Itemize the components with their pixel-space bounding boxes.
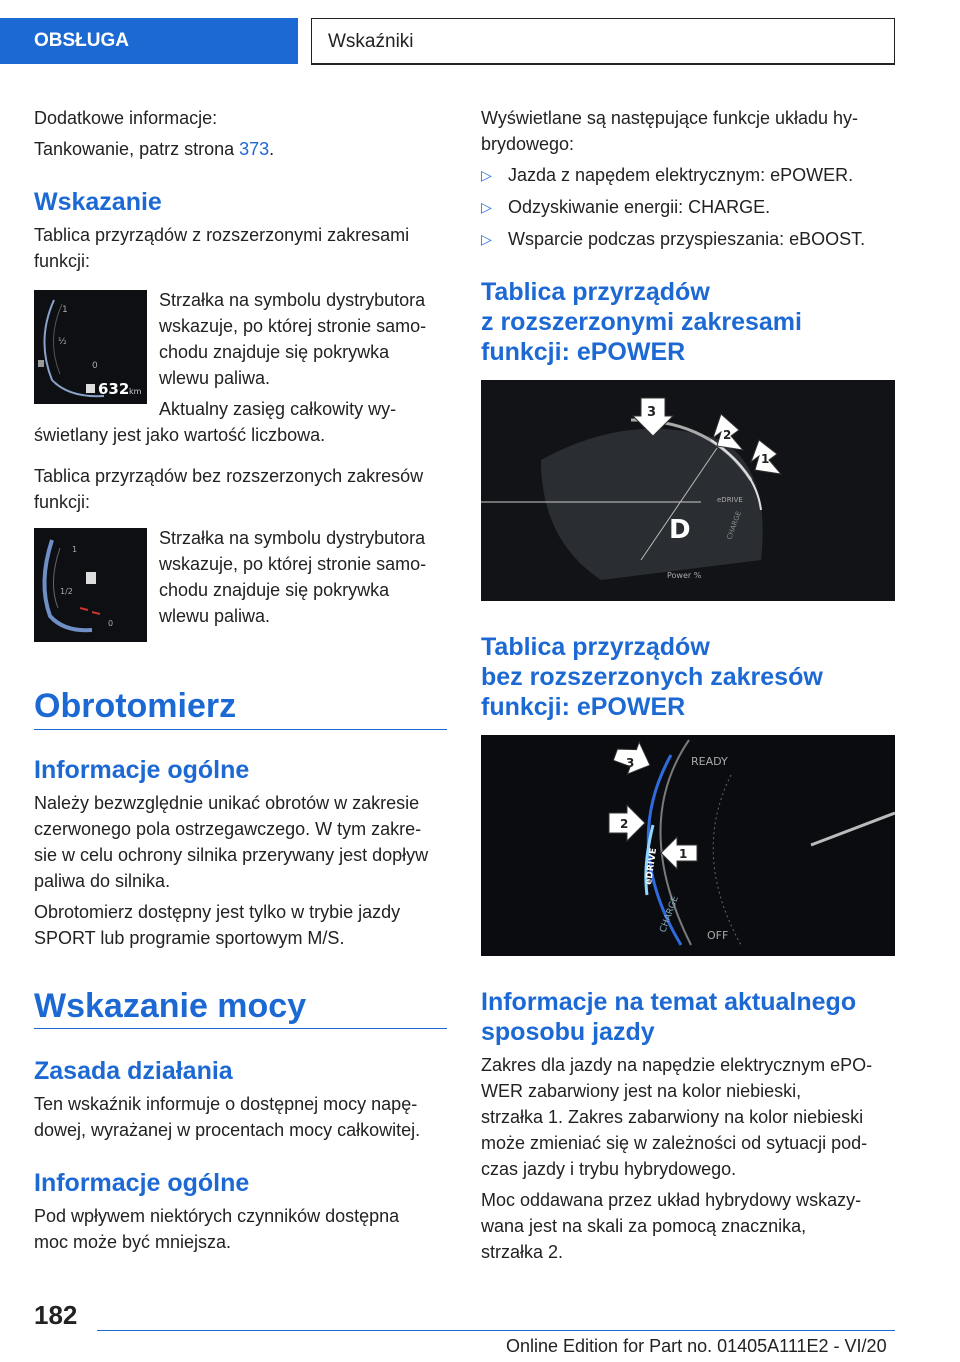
range-value: 632	[98, 380, 130, 398]
bullet-triangle-icon: ▷	[481, 231, 492, 247]
tick-1: 1	[72, 545, 78, 554]
paragraph-rpm-1: Należy bezwzględnie unikać obrotów w zakresie	[34, 793, 420, 813]
side-text-2b: wskazuje, po której stronie samo-	[159, 554, 427, 574]
range-description: świetlany jest jako wartość liczbowa.	[34, 425, 326, 445]
paragraph-drive-4: może zmieniać się w zależności od sytuacji pod-	[481, 1133, 868, 1153]
paragraph-power-4: moc może być mniejsza.	[34, 1232, 232, 1252]
section-tab	[0, 18, 298, 64]
hybrid-intro-2: brydowego:	[481, 134, 575, 154]
paragraph-rpm-3: sie w celu ochrony silnika przerywany jest dopływ	[34, 845, 429, 865]
heading-driving-info-1: Informacje na temat aktualnego	[481, 988, 857, 1016]
arrow-2-label: 2	[620, 817, 629, 831]
range-unit: km	[129, 387, 142, 396]
heading-info-ogolne-1: Informacje ogólne	[34, 756, 250, 784]
heading-rule	[34, 1028, 447, 1029]
tick-0: 0	[92, 361, 98, 371]
side-text-1c: chodu znajduje się pokrywka	[159, 342, 390, 362]
epower-extended-image	[481, 380, 895, 601]
bullet-triangle-icon: ▷	[481, 167, 492, 183]
heading-driving-info-2: sposobu jazdy	[481, 1018, 655, 1046]
refuel-text: Tankowanie, patrz strona	[34, 139, 240, 159]
header-divider	[311, 63, 895, 65]
heading-ext-epower-2: z rozszerzonymi zakresami	[481, 308, 802, 336]
arrow-3-label: 3	[647, 405, 657, 420]
arrow-2-label: 2	[723, 428, 732, 442]
paragraph-drive-8: strzałka 2.	[481, 1242, 564, 1262]
heading-noext-epower-1: Tablica przyrządów	[481, 633, 710, 661]
charge-label: CHARGE	[725, 510, 744, 541]
side-text-1b: wskazuje, po której stronie samo-	[159, 316, 427, 336]
list-item-text: Wsparcie podczas przyspieszania: eBOOST.	[508, 229, 866, 249]
edrive-label: eDRIVE	[644, 847, 660, 886]
paragraph-basic-cluster-1: Tablica przyrządów bez rozszerzonych zakresów	[34, 466, 424, 486]
section-label: OBSŁUGA	[34, 30, 129, 51]
paragraph-rpm-5: Obrotomierz dostępny jest tylko w trybie jazdy	[34, 902, 401, 922]
refuel-reference	[34, 136, 274, 162]
side-text-2d: wlewu paliwa.	[159, 606, 271, 626]
ready-label: READY	[691, 755, 728, 768]
paragraph-power-2: dowej, wyrażanej w procentach mocy całkowitej.	[34, 1120, 421, 1140]
fuel-pump-icon	[86, 384, 95, 393]
tick-half: ½	[58, 337, 67, 347]
fuel-pump-icon	[86, 572, 96, 584]
tick-0: 0	[108, 619, 114, 628]
side-text-1d: wlewu paliwa.	[159, 368, 271, 388]
paragraph-basic-cluster-2: funkcji:	[34, 492, 91, 512]
paragraph-drive-1: Zakres dla jazdy na napędzie elektrycznym ePO-	[481, 1055, 873, 1075]
refuel-end: .	[269, 139, 275, 159]
page-number: 182	[34, 1300, 78, 1330]
paragraph-rpm-4: paliwa do silnika.	[34, 871, 171, 891]
paragraph-power-1: Ten wskaźnik informuje o dostępnej mocy napę-	[34, 1094, 418, 1114]
off-label: OFF	[707, 929, 729, 942]
paragraph-drive-2: WER zabarwiony jest na kolor niebieski,	[481, 1081, 802, 1101]
gear-indicator: D	[669, 515, 691, 545]
heading-ext-epower-1: Tablica przyrządów	[481, 278, 710, 306]
header-title-box	[311, 18, 895, 64]
tick-1: 1	[62, 305, 68, 315]
side-text-1e: Aktualny zasięg całkowity wy-	[159, 399, 397, 419]
epower-basic-image	[481, 735, 895, 956]
heading-noext-epower-2: bez rozszerzonych zakresów	[481, 663, 823, 691]
heading-zasada: Zasada działania	[34, 1057, 233, 1085]
paragraph-ext-cluster-2: funkcji:	[34, 251, 91, 271]
side-text-2c: chodu znajduje się pokrywka	[159, 580, 390, 600]
arrow-3-label: 3	[626, 756, 635, 770]
paragraph-rpm-6: SPORT lub programie sportowym M/S.	[34, 928, 345, 948]
side-text-1a: Strzałka na symbolu dystrybutora	[159, 290, 426, 310]
power-percent-label: Power %	[667, 571, 702, 580]
tick-half: 1/2	[60, 587, 73, 596]
charge-label: CHARGE	[658, 894, 681, 935]
page-link-373[interactable]: 373	[239, 139, 270, 159]
heading-wskazanie: Wskazanie	[34, 188, 162, 216]
list-item-text: Jazda z napędem elektrycznym: ePOWER.	[508, 165, 854, 185]
paragraph-drive-6: Moc oddawana przez układ hybrydowy wskazy-	[481, 1190, 862, 1210]
header-title: Wskaźniki	[328, 31, 414, 52]
arrow-1-label: 1	[761, 452, 770, 466]
list-item-text: Odzyskiwanie energii: CHARGE.	[508, 197, 771, 217]
heading-obrotomierz: Obrotomierz	[34, 687, 237, 725]
footer-edition: Online Edition for Part no. 01405A111E2 - VI/20	[506, 1336, 887, 1356]
heading-noext-epower-3: funkcji: ePOWER	[481, 693, 686, 721]
heading-wskazanie-mocy: Wskazanie mocy	[34, 987, 307, 1025]
paragraph-drive-5: czas jazdy i trybu hybrydowego.	[481, 1159, 737, 1179]
paragraph-drive-3: strzałka 1. Zakres zabarwiony na kolor niebieski	[481, 1107, 864, 1127]
fuel-gauge-extended-image	[34, 290, 147, 404]
heading-ext-epower-3: funkcji: ePOWER	[481, 338, 686, 366]
paragraph-rpm-2: czerwonego pola ostrzegawczego. W tym zakre-	[34, 819, 422, 839]
additional-info-label: Dodatkowe informacje:	[34, 108, 218, 128]
heading-info-ogolne-2: Informacje ogólne	[34, 1169, 250, 1197]
paragraph-ext-cluster-1: Tablica przyrządów z rozszerzonymi zakresami	[34, 225, 410, 245]
footer-rule	[97, 1330, 895, 1331]
heading-rule	[34, 729, 447, 730]
fuel-gauge-basic-image	[34, 528, 147, 642]
arrow-1-label: 1	[679, 847, 688, 861]
paragraph-drive-7: wana jest na skali za pomocą znacznika,	[481, 1216, 807, 1236]
side-text-2a: Strzałka na symbolu dystrybutora	[159, 528, 426, 548]
paragraph-power-3: Pod wpływem niektórych czynników dostępna	[34, 1206, 400, 1226]
hybrid-intro-1: Wyświetlane są następujące funkcje układu hy-	[481, 108, 859, 128]
edrive-label: eDRIVE	[717, 496, 743, 504]
bullet-triangle-icon: ▷	[481, 199, 492, 215]
